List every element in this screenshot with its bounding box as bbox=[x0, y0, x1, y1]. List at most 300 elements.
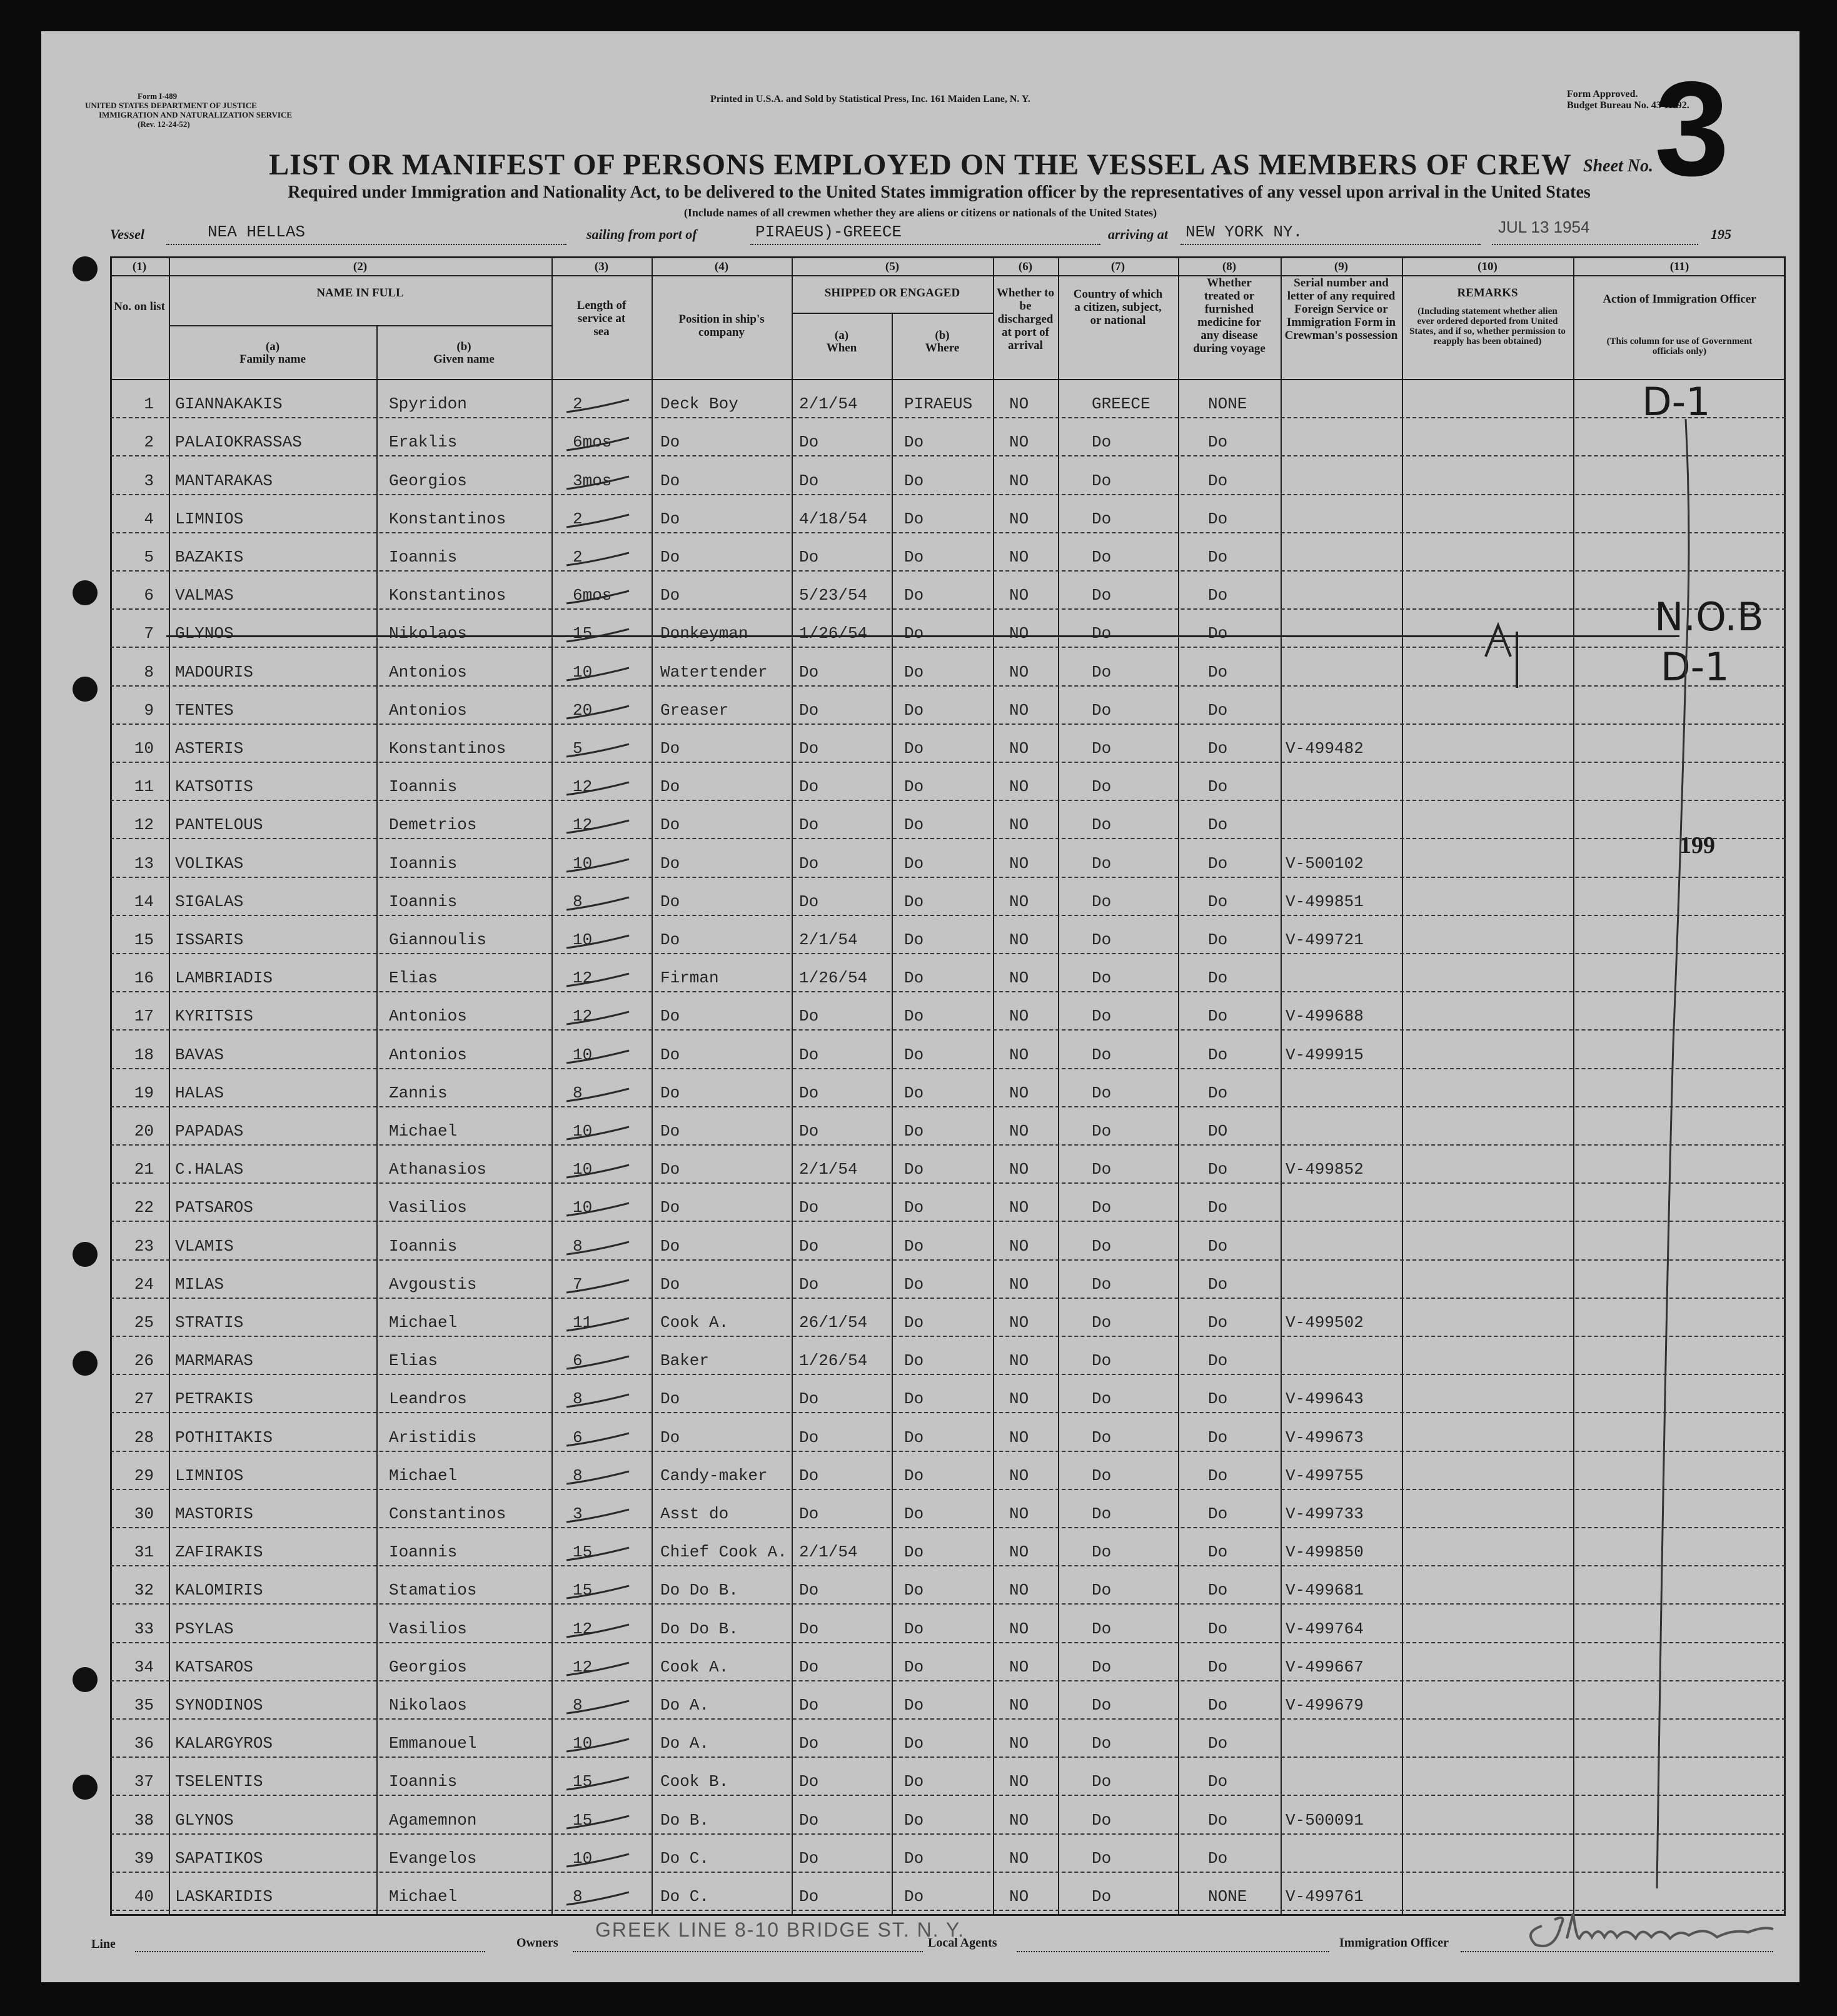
length-of-service: 8 bbox=[573, 1887, 583, 1906]
country: Do bbox=[1092, 662, 1112, 682]
shipped-where: Do bbox=[904, 1389, 924, 1409]
given-name: Nikolaos bbox=[389, 1696, 467, 1715]
row-rule bbox=[110, 1182, 1786, 1184]
family-name: KATSOTIS bbox=[175, 777, 253, 797]
shipped-when: Do bbox=[799, 892, 819, 911]
length-check-mark bbox=[564, 700, 633, 722]
manifest-sheet bbox=[41, 31, 1799, 1982]
discharged: NO bbox=[1009, 1236, 1029, 1256]
shipped-when: Do bbox=[799, 1619, 819, 1638]
country: Do bbox=[1092, 1657, 1112, 1676]
page-title: LIST OR MANIFEST OF PERSONS EMPLOYED ON THE VESSEL AS MEMBERS OF CREW bbox=[269, 148, 1572, 181]
department: UNITED STATES DEPARTMENT OF JUSTICE bbox=[85, 101, 257, 110]
country: GREECE bbox=[1092, 395, 1150, 414]
row-number: 24 bbox=[134, 1274, 154, 1294]
shipped-where: Do bbox=[904, 509, 924, 528]
row-rule bbox=[110, 1412, 1786, 1413]
discharged: NO bbox=[1009, 739, 1029, 758]
length-check-mark bbox=[564, 780, 633, 799]
position: Chief Cook A. bbox=[660, 1543, 787, 1562]
discharged: NO bbox=[1009, 777, 1029, 797]
row-rule bbox=[110, 570, 1786, 572]
country: Do bbox=[1092, 1504, 1112, 1523]
shipped-when: 5/23/54 bbox=[799, 586, 868, 605]
position: Do C. bbox=[660, 1848, 710, 1868]
family-name: PSYLAS bbox=[175, 1619, 234, 1638]
shipped-where: Do bbox=[904, 1619, 924, 1638]
family-name: VALMAS bbox=[175, 586, 234, 605]
row-rule bbox=[110, 1298, 1786, 1299]
col-divider bbox=[1573, 256, 1574, 1916]
row-number: 10 bbox=[134, 739, 154, 758]
shipped-when: Do bbox=[799, 471, 819, 490]
col-head-discharged: Whether to be discharged at port of arrival bbox=[997, 286, 1054, 352]
position: Do bbox=[660, 471, 680, 490]
row-rule bbox=[110, 838, 1786, 839]
medicine: DO bbox=[1208, 1122, 1228, 1141]
serial-number: V-499681 bbox=[1286, 1581, 1364, 1600]
medicine: Do bbox=[1208, 1466, 1228, 1485]
family-name: MARMARAS bbox=[175, 1351, 253, 1371]
arriving-label: arriving at bbox=[1108, 226, 1168, 242]
discharged: NO bbox=[1009, 969, 1029, 988]
col-divider bbox=[1281, 256, 1282, 1916]
given-name: Avgoustis bbox=[389, 1274, 477, 1294]
row-number: 34 bbox=[134, 1657, 154, 1676]
discharged: NO bbox=[1009, 509, 1029, 528]
shipped-where: Do bbox=[904, 854, 924, 873]
length-check-mark bbox=[564, 509, 633, 531]
row-number: 11 bbox=[134, 777, 154, 797]
position: Do Do B. bbox=[660, 1581, 738, 1600]
length-check-mark bbox=[564, 474, 633, 493]
shipped-when: Do bbox=[799, 700, 819, 720]
sheet-number: 3 bbox=[1654, 53, 1729, 204]
given-name: Ioannis bbox=[389, 1772, 458, 1792]
given-name: Antonios bbox=[389, 662, 467, 682]
col-divider bbox=[792, 256, 793, 1916]
country: Do bbox=[1092, 1810, 1112, 1830]
shipped-where: Do bbox=[904, 1810, 924, 1830]
country: Do bbox=[1092, 1389, 1112, 1409]
length-check-mark bbox=[564, 1045, 633, 1067]
binder-hole bbox=[73, 1667, 98, 1692]
position: Firman bbox=[660, 969, 719, 988]
given-name: Constantinos bbox=[389, 1504, 506, 1523]
family-name: GLYNOS bbox=[175, 624, 234, 643]
length-check-mark bbox=[564, 662, 633, 684]
shipped-when: Do bbox=[799, 1083, 819, 1102]
given-name: Michael bbox=[389, 1313, 458, 1332]
position: Do C. bbox=[660, 1887, 710, 1906]
given-name: Ioannis bbox=[389, 777, 458, 797]
country: Do bbox=[1092, 1160, 1112, 1179]
medicine: Do bbox=[1208, 1428, 1228, 1447]
action-note-d1: D-1 bbox=[1661, 644, 1729, 690]
col-head-family-a: (a) bbox=[265, 340, 280, 353]
discharged: NO bbox=[1009, 395, 1029, 414]
col-divider bbox=[169, 256, 170, 1916]
shipped-when: 2/1/54 bbox=[799, 1543, 858, 1562]
length-of-service: 10 bbox=[573, 1848, 593, 1868]
given-name: Spyridon bbox=[389, 395, 467, 414]
binder-hole bbox=[73, 1351, 98, 1376]
length-of-service: 12 bbox=[573, 1619, 593, 1638]
length-check-mark bbox=[564, 857, 633, 875]
family-name: GIANNAKAKIS bbox=[175, 395, 283, 414]
col-head-given: Given name bbox=[433, 353, 495, 366]
family-name: PETRAKIS bbox=[175, 1389, 253, 1409]
country: Do bbox=[1092, 509, 1112, 528]
family-name: ASTERIS bbox=[175, 739, 244, 758]
given-name: Zannis bbox=[389, 1083, 448, 1102]
serial-number: V-499733 bbox=[1286, 1504, 1364, 1523]
col-divider bbox=[652, 256, 653, 1916]
shipped-where: Do bbox=[904, 1198, 924, 1217]
port-rule bbox=[750, 244, 1100, 245]
medicine: NONE bbox=[1208, 395, 1247, 414]
discharged: NO bbox=[1009, 586, 1029, 605]
shipped-when: Do bbox=[799, 1504, 819, 1523]
serial-number: V-499755 bbox=[1286, 1466, 1364, 1485]
col-divider bbox=[993, 256, 994, 1916]
position: Asst do bbox=[660, 1504, 729, 1523]
discharged: NO bbox=[1009, 1083, 1029, 1102]
officer-label: Immigration Officer bbox=[1339, 1936, 1449, 1950]
row-rule bbox=[110, 1068, 1786, 1069]
date-rule bbox=[1492, 244, 1698, 245]
position: Do bbox=[660, 509, 680, 528]
col-head-country: Country of which a citizen, subject, or national bbox=[1073, 288, 1163, 327]
shipped-when: Do bbox=[799, 777, 819, 797]
col-number: (10) bbox=[1477, 260, 1497, 273]
family-name: PAPADAS bbox=[175, 1122, 244, 1141]
col-divider bbox=[1058, 256, 1059, 1916]
shipped-where: Do bbox=[904, 1160, 924, 1179]
row-rule bbox=[110, 1527, 1786, 1528]
row-number: 23 bbox=[134, 1236, 154, 1256]
length-check-mark bbox=[564, 1736, 633, 1755]
country: Do bbox=[1092, 1619, 1112, 1638]
country: Do bbox=[1092, 1428, 1112, 1447]
shipped-when: 1/26/54 bbox=[799, 969, 868, 988]
shipped-where: Do bbox=[904, 1351, 924, 1371]
discharged: NO bbox=[1009, 1389, 1029, 1409]
country: Do bbox=[1092, 854, 1112, 873]
country: Do bbox=[1092, 1236, 1112, 1256]
shipped-where: Do bbox=[904, 1772, 924, 1792]
row-number: 14 bbox=[134, 892, 154, 911]
length-check-mark bbox=[564, 1810, 633, 1832]
family-name: LIMNIOS bbox=[175, 509, 244, 528]
binder-hole bbox=[73, 1775, 98, 1800]
given-name: Michael bbox=[389, 1122, 458, 1141]
discharged: NO bbox=[1009, 662, 1029, 682]
medicine: Do bbox=[1208, 700, 1228, 720]
family-name: ZAFIRAKIS bbox=[175, 1543, 263, 1562]
given-name: Agamemnon bbox=[389, 1810, 477, 1830]
shipped-when: 1/26/54 bbox=[799, 624, 868, 643]
row-number: 37 bbox=[134, 1772, 154, 1792]
length-check-mark bbox=[564, 1278, 633, 1296]
family-name: BAVAS bbox=[175, 1045, 224, 1064]
serial-number: V-499667 bbox=[1286, 1657, 1364, 1676]
length-of-service: 2 bbox=[573, 395, 583, 414]
country: Do bbox=[1092, 433, 1112, 452]
length-of-service: 10 bbox=[573, 1160, 593, 1179]
medicine: Do bbox=[1208, 892, 1228, 911]
medicine: Do bbox=[1208, 1772, 1228, 1792]
family-name: MASTORIS bbox=[175, 1504, 253, 1523]
length-of-service: 2 bbox=[573, 548, 583, 567]
country: Do bbox=[1092, 471, 1112, 490]
given-name: Konstantinos bbox=[389, 739, 506, 758]
row-number: 8 bbox=[144, 662, 154, 682]
line-label: Line bbox=[91, 1937, 116, 1951]
form-number: Form I-489 bbox=[138, 91, 178, 101]
length-check-mark bbox=[564, 1236, 633, 1258]
row-rule bbox=[110, 1718, 1786, 1720]
header-rule bbox=[169, 325, 551, 326]
medicine: Do bbox=[1208, 1083, 1228, 1102]
row-number: 19 bbox=[134, 1083, 154, 1102]
shipped-where: Do bbox=[904, 624, 924, 643]
row-number: 33 bbox=[134, 1619, 154, 1638]
country: Do bbox=[1092, 1274, 1112, 1294]
row-number: 18 bbox=[134, 1045, 154, 1064]
family-name: C.HALAS bbox=[175, 1160, 244, 1179]
given-name: Antonios bbox=[389, 1007, 467, 1026]
discharged: NO bbox=[1009, 1007, 1029, 1026]
shipped-where: Do bbox=[904, 1657, 924, 1676]
serial-number: V-499721 bbox=[1286, 930, 1364, 949]
given-name: Antonios bbox=[389, 700, 467, 720]
shipped-when: 2/1/54 bbox=[799, 395, 858, 414]
discharged: NO bbox=[1009, 892, 1029, 911]
row-rule bbox=[110, 455, 1786, 456]
country: Do bbox=[1092, 1083, 1112, 1102]
country: Do bbox=[1092, 930, 1112, 949]
shipped-when: 1/26/54 bbox=[799, 1351, 868, 1371]
col-number: (1) bbox=[132, 260, 147, 273]
shipped-where: Do bbox=[904, 930, 924, 949]
medicine: Do bbox=[1208, 1045, 1228, 1064]
country: Do bbox=[1092, 1313, 1112, 1332]
family-name: SYNODINOS bbox=[175, 1696, 263, 1715]
discharged: NO bbox=[1009, 471, 1029, 490]
family-name: STRATIS bbox=[175, 1313, 244, 1332]
sailing-label: sailing from port of bbox=[586, 226, 697, 242]
shipped-when: Do bbox=[799, 1657, 819, 1676]
length-check-mark bbox=[564, 1619, 633, 1641]
length-check-mark bbox=[564, 397, 633, 416]
family-name: LIMNIOS bbox=[175, 1466, 244, 1485]
row-rule bbox=[110, 1489, 1786, 1490]
row-number: 4 bbox=[144, 509, 154, 528]
row-rule bbox=[110, 1756, 1786, 1758]
medicine: Do bbox=[1208, 662, 1228, 682]
length-of-service: 15 bbox=[573, 1581, 593, 1600]
form-identification bbox=[85, 91, 410, 129]
vessel-label: Vessel bbox=[110, 226, 144, 242]
binder-hole bbox=[73, 1242, 98, 1267]
length-check-mark bbox=[564, 742, 633, 760]
owners-label: Owners bbox=[516, 1936, 558, 1950]
given-name: Athanasios bbox=[389, 1160, 487, 1179]
discharged: NO bbox=[1009, 815, 1029, 835]
discharged: NO bbox=[1009, 1581, 1029, 1600]
discharged: NO bbox=[1009, 1428, 1029, 1447]
owners-stamp: GREEK LINE 8-10 BRIDGE ST. N. Y. bbox=[595, 1918, 965, 1941]
position: Do bbox=[660, 1007, 680, 1026]
row-number: 35 bbox=[134, 1696, 154, 1715]
shipped-when: Do bbox=[799, 1428, 819, 1447]
row-rule bbox=[110, 1029, 1786, 1031]
row-number: 27 bbox=[134, 1389, 154, 1409]
action-note-top: D-1 bbox=[1642, 379, 1711, 425]
length-check-mark bbox=[564, 1657, 633, 1679]
length-of-service: 3 bbox=[573, 1504, 583, 1523]
position: Do bbox=[660, 777, 680, 797]
family-name: SIGALAS bbox=[175, 892, 244, 911]
arrival-rule bbox=[1180, 244, 1481, 245]
length-of-service: 8 bbox=[573, 1236, 583, 1256]
page-subtitle: Required under Immigration and Nationality Act, to be delivered to the United States immigration officer by the representatives of any vessel upon arrival in the United States bbox=[288, 183, 1591, 202]
family-name: LAMBRIADIS bbox=[175, 969, 273, 988]
row-number: 2 bbox=[144, 433, 154, 452]
serial-number: V-499688 bbox=[1286, 1007, 1364, 1026]
shipped-when: 2/1/54 bbox=[799, 1160, 858, 1179]
col-head-name: NAME IN FULL bbox=[316, 286, 404, 300]
shipped-when: Do bbox=[799, 548, 819, 567]
row-number: 25 bbox=[134, 1313, 154, 1332]
pencil-count: 199 bbox=[1679, 832, 1715, 859]
shipped-when: Do bbox=[799, 1236, 819, 1256]
country: Do bbox=[1092, 1122, 1112, 1141]
length-of-service: 12 bbox=[573, 1657, 593, 1676]
row-number: 12 bbox=[134, 815, 154, 835]
length-of-service: 11 bbox=[573, 1313, 593, 1332]
serial-number: V-499482 bbox=[1286, 739, 1364, 758]
shipped-when: 2/1/54 bbox=[799, 930, 858, 949]
serial-number: V-499643 bbox=[1286, 1389, 1364, 1409]
given-name: Giannoulis bbox=[389, 930, 487, 949]
discharged: NO bbox=[1009, 1504, 1029, 1523]
shipped-when: Do bbox=[799, 1122, 819, 1141]
family-name: KYRITSIS bbox=[175, 1007, 253, 1026]
row-number: 16 bbox=[134, 969, 154, 988]
given-name: Antonios bbox=[389, 1045, 467, 1064]
row-rule bbox=[110, 953, 1786, 954]
family-name: BAZAKIS bbox=[175, 548, 244, 567]
position: Do bbox=[660, 1389, 680, 1409]
medicine: Do bbox=[1208, 1313, 1228, 1332]
position: Greaser bbox=[660, 700, 729, 720]
medicine: Do bbox=[1208, 1581, 1228, 1600]
length-of-service: 6 bbox=[573, 1428, 583, 1447]
binder-hole bbox=[73, 677, 98, 702]
given-name: Elias bbox=[389, 1351, 438, 1371]
shipped-where: Do bbox=[904, 777, 924, 797]
family-name: ISSARIS bbox=[175, 930, 244, 949]
medicine: Do bbox=[1208, 1274, 1228, 1294]
length-check-mark bbox=[564, 1583, 633, 1602]
discharged: NO bbox=[1009, 1160, 1029, 1179]
length-check-mark bbox=[564, 971, 633, 990]
country: Do bbox=[1092, 1772, 1112, 1792]
given-name: Ioannis bbox=[389, 1543, 458, 1562]
col-head-length: Length of service at sea bbox=[576, 299, 627, 338]
family-name: KALARGYROS bbox=[175, 1734, 273, 1753]
length-of-service: 6mos bbox=[573, 433, 612, 452]
length-check-mark bbox=[564, 933, 633, 952]
country: Do bbox=[1092, 700, 1112, 720]
length-of-service: 7 bbox=[573, 1274, 583, 1294]
discharged: NO bbox=[1009, 1772, 1029, 1792]
country: Do bbox=[1092, 586, 1112, 605]
sheet-label: Sheet No. bbox=[1583, 156, 1653, 176]
length-of-service: 8 bbox=[573, 1083, 583, 1102]
col-number: (7) bbox=[1110, 260, 1125, 273]
shipped-when: 4/18/54 bbox=[799, 509, 868, 528]
year-suffix: 195 bbox=[1711, 226, 1731, 242]
shipped-when: Do bbox=[799, 1466, 819, 1485]
family-name: KALOMIRIS bbox=[175, 1581, 263, 1600]
given-name: Konstantinos bbox=[389, 586, 506, 605]
shipped-where: Do bbox=[904, 662, 924, 682]
col-head-action: Action of Immigration Officer bbox=[1603, 293, 1756, 306]
col-number: (11) bbox=[1669, 260, 1689, 273]
shipped-where: Do bbox=[904, 1428, 924, 1447]
family-name: VOLIKAS bbox=[175, 854, 244, 873]
serial-number: V-500091 bbox=[1286, 1810, 1364, 1830]
shipped-where: Do bbox=[904, 969, 924, 988]
discharged: NO bbox=[1009, 1351, 1029, 1371]
shipped-when: Do bbox=[799, 1810, 819, 1830]
length-of-service: 12 bbox=[573, 815, 593, 835]
position: Do bbox=[660, 433, 680, 452]
length-of-service: 15 bbox=[573, 624, 593, 643]
col-head-serial: Serial number and letter of any required Foreign Service or Immigration Form in Crewman's possession bbox=[1284, 276, 1398, 342]
row-number: 7 bbox=[144, 624, 154, 643]
shipped-when: Do bbox=[799, 1198, 819, 1217]
page-subnote: (Include names of all crewmen whether they are aliens or citizens or nationals of the United States) bbox=[683, 206, 1157, 219]
given-name: Eraklis bbox=[389, 433, 458, 452]
shipped-when: Do bbox=[799, 1007, 819, 1026]
row-number: 39 bbox=[134, 1848, 154, 1868]
given-name: Ioannis bbox=[389, 1236, 458, 1256]
row-number: 17 bbox=[134, 1007, 154, 1026]
serial-number: V-499850 bbox=[1286, 1543, 1364, 1562]
row-number: 21 bbox=[134, 1160, 154, 1179]
row-number: 29 bbox=[134, 1466, 154, 1485]
discharged: NO bbox=[1009, 1198, 1029, 1217]
row-number: 30 bbox=[134, 1504, 154, 1523]
length-check-mark bbox=[564, 1775, 633, 1793]
header-rule bbox=[792, 313, 993, 314]
length-of-service: 10 bbox=[573, 1198, 593, 1217]
row-rule bbox=[110, 991, 1786, 992]
length-of-service: 8 bbox=[573, 1696, 583, 1715]
country: Do bbox=[1092, 548, 1112, 567]
row-rule bbox=[110, 1336, 1786, 1337]
family-name: MANTARAKAS bbox=[175, 471, 273, 490]
row-number: 15 bbox=[134, 930, 154, 949]
medicine: Do bbox=[1208, 624, 1228, 643]
row-rule bbox=[110, 608, 1786, 610]
medicine: Do bbox=[1208, 548, 1228, 567]
medicine: Do bbox=[1208, 1389, 1228, 1409]
